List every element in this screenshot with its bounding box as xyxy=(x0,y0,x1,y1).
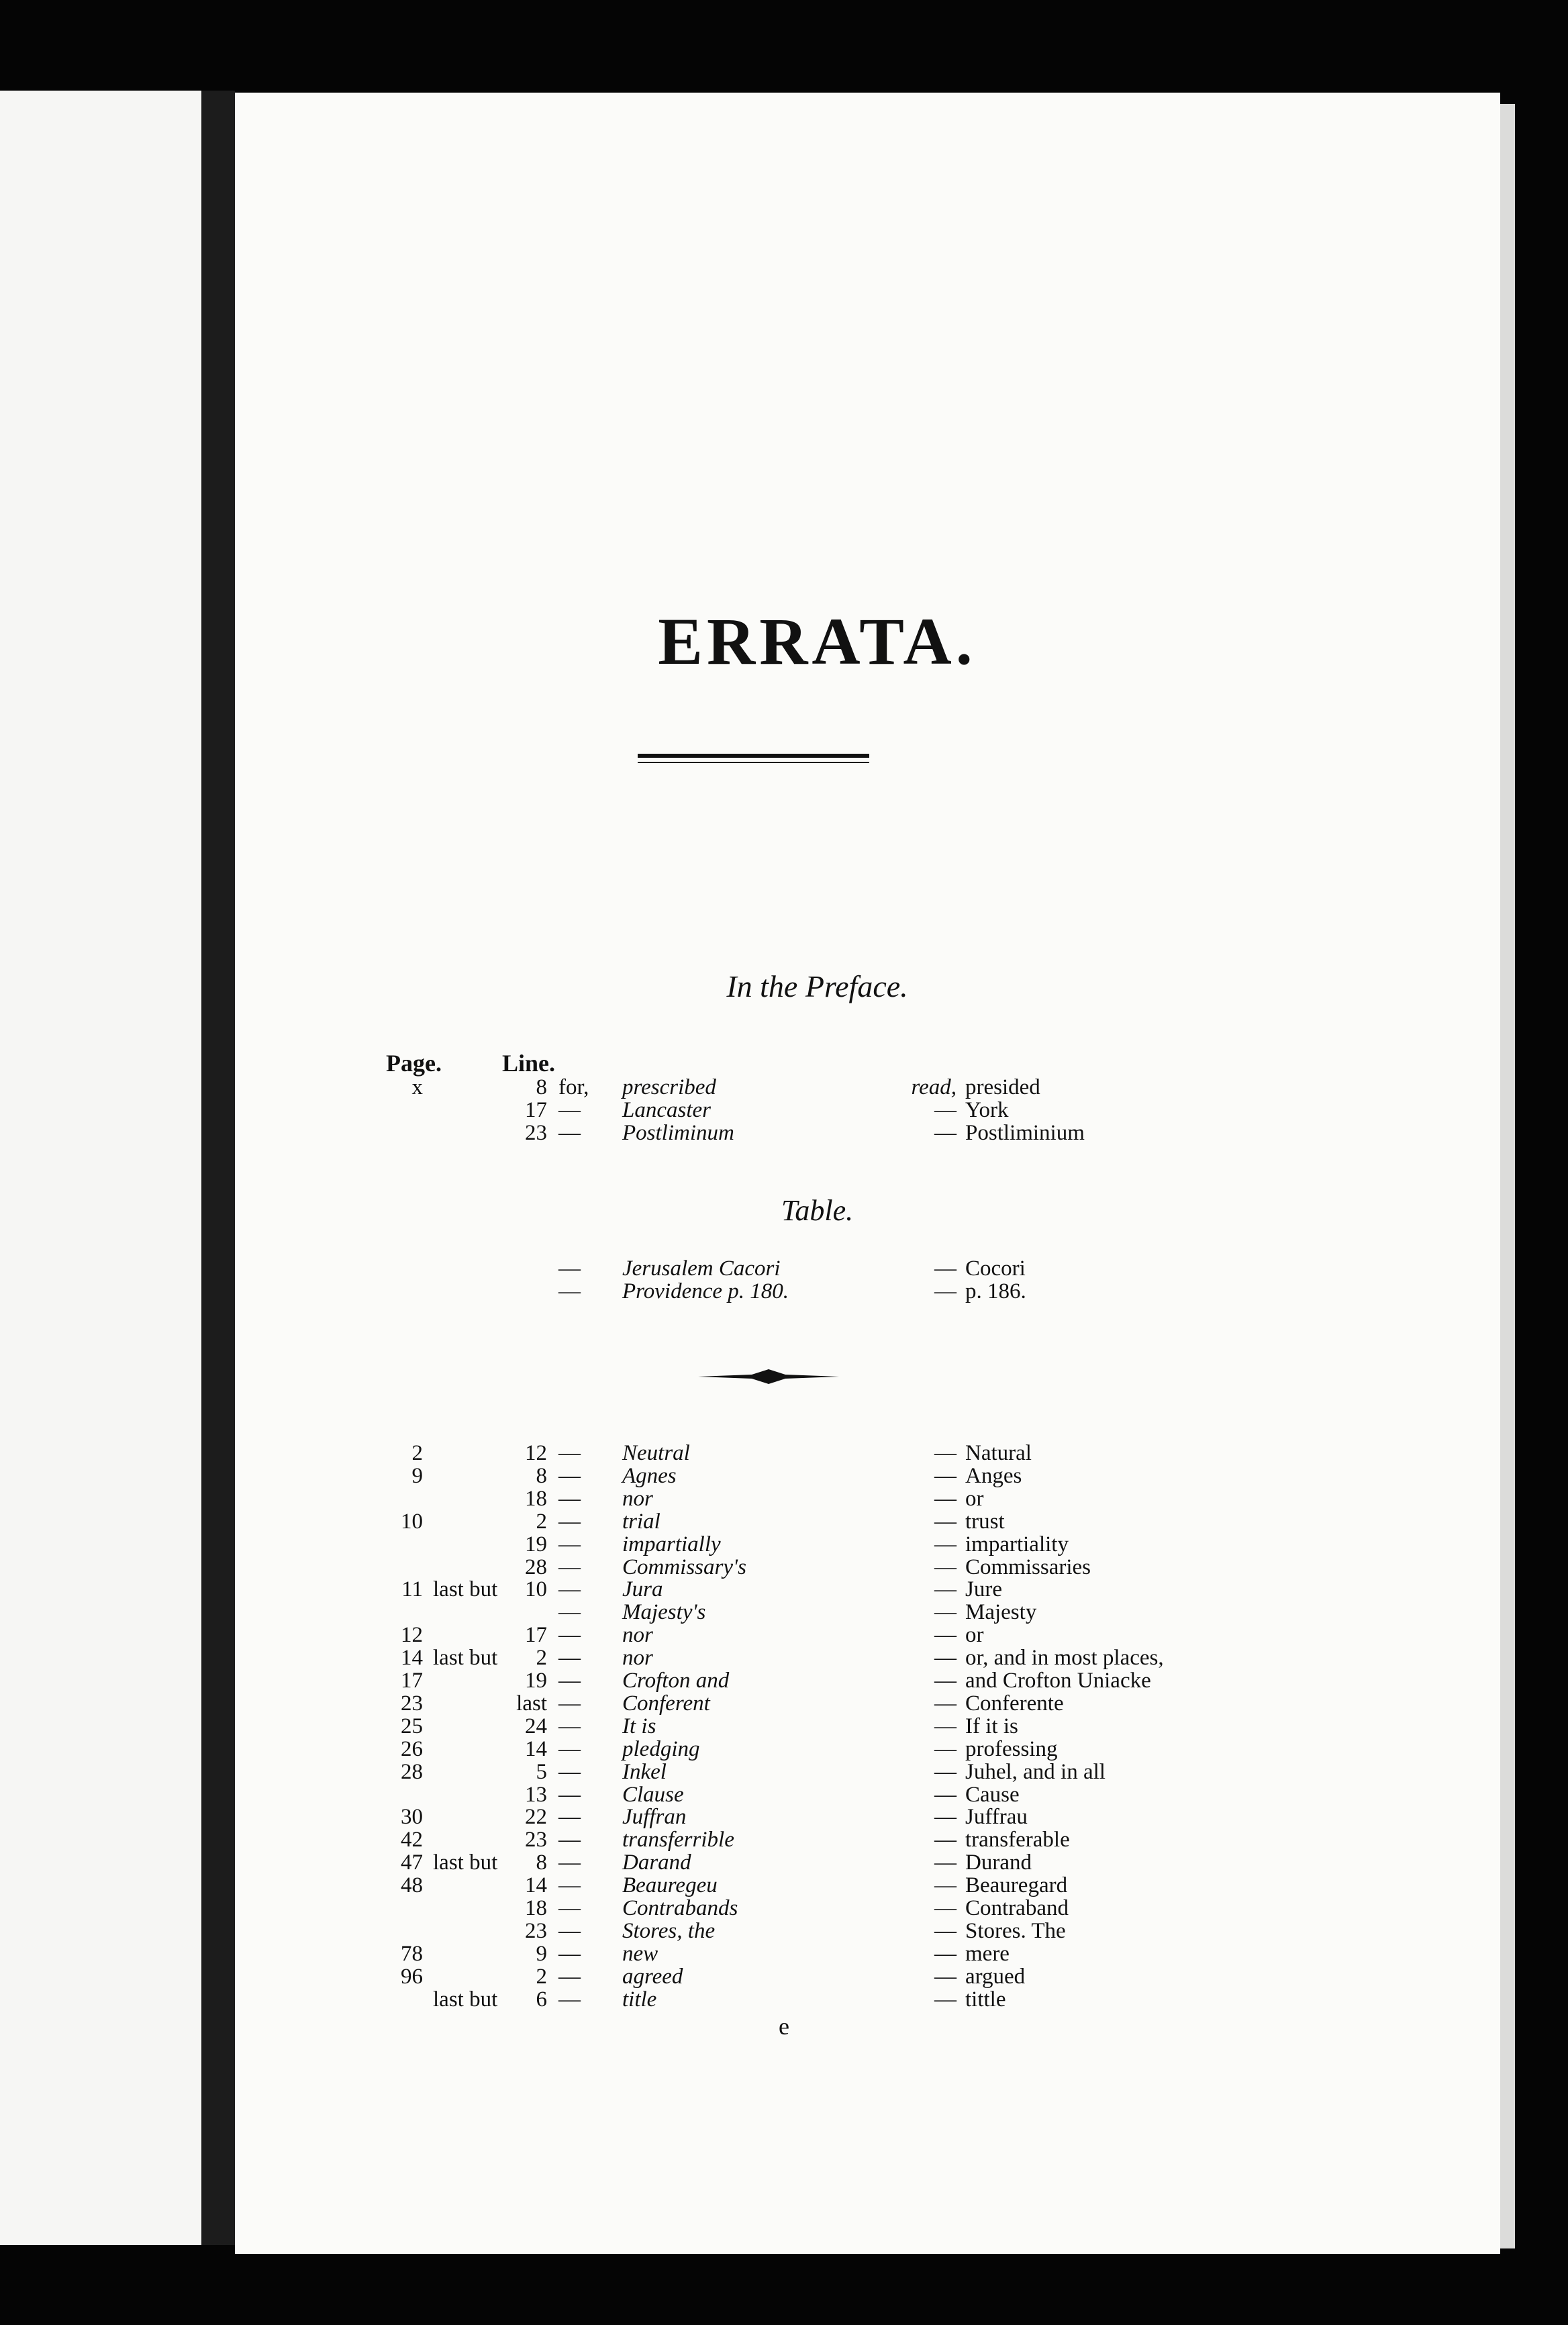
read-marker: read, xyxy=(911,1075,957,1099)
for-marker: — xyxy=(558,1805,581,1830)
page-number: 96 xyxy=(401,1964,423,1989)
errata-row xyxy=(235,1601,1500,1624)
erroneous-text: Inkel xyxy=(622,1759,667,1784)
erroneous-text: agreed xyxy=(622,1964,683,1989)
errata-row xyxy=(235,1851,1500,1874)
title-rule-thick xyxy=(638,754,869,758)
page-edge xyxy=(1500,104,1515,2248)
facing-page xyxy=(0,91,201,2245)
corrected-text: professing xyxy=(965,1736,1058,1761)
corrected-text: Majesty xyxy=(965,1600,1037,1625)
read-marker: — xyxy=(934,1736,957,1761)
read-marker: — xyxy=(934,1987,957,2012)
line-number: 5 xyxy=(536,1759,547,1784)
corrected-text: Anges xyxy=(965,1463,1022,1488)
errata-row xyxy=(235,1442,1500,1465)
read-marker: — xyxy=(934,1759,957,1784)
read-marker: — xyxy=(934,1509,957,1534)
read-marker: — xyxy=(934,1850,957,1875)
read-marker: — xyxy=(934,1441,957,1465)
page-number: 48 xyxy=(401,1873,423,1898)
line-number: 18 xyxy=(525,1896,547,1920)
erroneous-text: pledging xyxy=(622,1736,700,1761)
corrected-text: Postliminium xyxy=(965,1121,1085,1145)
line-number: 13 xyxy=(525,1782,547,1807)
erroneous-text: Beauregeu xyxy=(622,1873,718,1898)
line-number: 2 xyxy=(536,1509,547,1534)
read-marker: — xyxy=(934,1279,957,1303)
line-number: 18 xyxy=(525,1486,547,1511)
line-number: 17 xyxy=(525,1623,547,1648)
page-number: 17 xyxy=(401,1669,423,1693)
page-number: 30 xyxy=(401,1805,423,1830)
errata-page xyxy=(235,93,1500,2254)
errata-row xyxy=(235,1556,1500,1579)
page-title: ERRATA. xyxy=(658,604,977,679)
errata-row xyxy=(235,1920,1500,1942)
page-number: 11 xyxy=(401,1577,423,1602)
erroneous-text: prescribed xyxy=(622,1075,716,1099)
for-marker: — xyxy=(558,1896,581,1920)
errata-row xyxy=(235,1988,1500,2011)
book-gutter xyxy=(201,91,235,2245)
for-marker: — xyxy=(558,1600,581,1625)
errata-row xyxy=(235,1280,1500,1303)
errata-row xyxy=(235,1715,1500,1738)
corrected-text: p. 186. xyxy=(965,1279,1026,1303)
errata-row xyxy=(235,1942,1500,1965)
corrected-text: Conferente xyxy=(965,1691,1064,1716)
line-number: 28 xyxy=(525,1554,547,1579)
read-marker: — xyxy=(934,1121,957,1145)
corrected-text: Contraband xyxy=(965,1896,1069,1920)
for-marker: — xyxy=(558,1532,581,1556)
for-marker: — xyxy=(558,1873,581,1898)
for-marker: — xyxy=(558,1256,581,1281)
page-number: 26 xyxy=(401,1736,423,1761)
page-number: 28 xyxy=(401,1759,423,1784)
errata-row xyxy=(235,1257,1500,1280)
for-marker: — xyxy=(558,1098,581,1122)
erroneous-text: Contrabands xyxy=(622,1896,738,1920)
table-heading: Table. xyxy=(781,1194,854,1227)
line-column-header: Line. xyxy=(502,1050,556,1077)
line-number: 2 xyxy=(536,1646,547,1671)
corrected-text: Natural xyxy=(965,1441,1032,1465)
errata-row xyxy=(235,1965,1500,1988)
errata-row xyxy=(235,1669,1500,1692)
page-number: 47 xyxy=(401,1850,423,1875)
read-marker: — xyxy=(934,1463,957,1488)
line-number: 10 xyxy=(525,1577,547,1602)
read-marker: — xyxy=(934,1964,957,1989)
corrected-text: Juhel, and in all xyxy=(965,1759,1106,1784)
read-marker: — xyxy=(934,1941,957,1966)
corrected-text: Cause xyxy=(965,1782,1020,1807)
for-marker: — xyxy=(558,1279,581,1303)
read-marker: — xyxy=(934,1486,957,1511)
for-marker: — xyxy=(558,1554,581,1579)
for-marker: — xyxy=(558,1964,581,1989)
read-marker: — xyxy=(934,1828,957,1852)
read-marker: — xyxy=(934,1782,957,1807)
corrected-text: tittle xyxy=(965,1987,1006,2012)
erroneous-text: Providence p. 180. xyxy=(622,1279,789,1303)
line-number: 14 xyxy=(525,1873,547,1898)
read-marker: — xyxy=(934,1714,957,1738)
line-number: 9 xyxy=(536,1941,547,1966)
line-number: 23 xyxy=(525,1918,547,1943)
corrected-text: mere xyxy=(965,1941,1010,1966)
corrected-text: or xyxy=(965,1623,984,1648)
line-number: 17 xyxy=(525,1098,547,1122)
line-number: 8 xyxy=(536,1463,547,1488)
errata-row xyxy=(235,1805,1500,1828)
corrected-text: trust xyxy=(965,1509,1005,1534)
erroneous-text: Darand xyxy=(622,1850,691,1875)
read-marker: — xyxy=(934,1873,957,1898)
corrected-text: impartiality xyxy=(965,1532,1069,1556)
erroneous-text: title xyxy=(622,1987,657,2012)
page-number: 14 xyxy=(401,1646,423,1671)
errata-row xyxy=(235,1738,1500,1761)
erroneous-text: new xyxy=(622,1941,658,1966)
erroneous-text: Crofton and xyxy=(622,1669,730,1693)
erroneous-text: Jerusalem Cacori xyxy=(622,1256,781,1281)
corrected-text: Durand xyxy=(965,1850,1032,1875)
erroneous-text: Clause xyxy=(622,1782,684,1807)
errata-row xyxy=(235,1465,1500,1487)
line-number: 24 xyxy=(525,1714,547,1738)
for-marker: — xyxy=(558,1509,581,1534)
erroneous-text: Stores, the xyxy=(622,1918,716,1943)
corrected-text: Commissaries xyxy=(965,1554,1091,1579)
errata-row xyxy=(235,1624,1500,1646)
erroneous-text: transferrible xyxy=(622,1828,734,1852)
line-number: 19 xyxy=(525,1669,547,1693)
page-column-header: Page. xyxy=(386,1050,442,1077)
errata-row xyxy=(235,1897,1500,1920)
for-marker: — xyxy=(558,1759,581,1784)
page-number: 9 xyxy=(411,1463,423,1488)
read-marker: — xyxy=(934,1896,957,1920)
corrected-text: Cocori xyxy=(965,1256,1026,1281)
for-marker: — xyxy=(558,1486,581,1511)
for-marker: — xyxy=(558,1463,581,1488)
read-marker: — xyxy=(934,1623,957,1648)
read-marker: — xyxy=(934,1805,957,1830)
erroneous-text: nor xyxy=(622,1623,653,1648)
corrected-text: or xyxy=(965,1486,984,1511)
erroneous-text: Commissary's xyxy=(622,1554,746,1579)
erroneous-text: Juffran xyxy=(622,1805,687,1830)
page-number: x xyxy=(411,1075,423,1099)
corrected-text: and Crofton Uniacke xyxy=(965,1669,1151,1693)
for-marker: — xyxy=(558,1736,581,1761)
page-number: 2 xyxy=(411,1441,423,1465)
page-number: 42 xyxy=(401,1828,423,1852)
for-marker: — xyxy=(558,1828,581,1852)
corrected-text: Jure xyxy=(965,1577,1002,1602)
errata-row xyxy=(235,1761,1500,1783)
line-number: 8 xyxy=(536,1075,547,1099)
ornament-divider-icon xyxy=(698,1367,839,1387)
errata-row xyxy=(235,1692,1500,1715)
errata-row xyxy=(235,1510,1500,1533)
for-marker: — xyxy=(558,1714,581,1738)
read-marker: — xyxy=(934,1646,957,1671)
title-rule-thin xyxy=(638,762,869,763)
corrected-text: York xyxy=(965,1098,1009,1122)
line-number: 12 xyxy=(525,1441,547,1465)
for-marker: — xyxy=(558,1850,581,1875)
line-number: 6 xyxy=(536,1987,547,2012)
errata-row xyxy=(235,1783,1500,1806)
for-marker: — xyxy=(558,1623,581,1648)
read-marker: — xyxy=(934,1600,957,1625)
read-marker: — xyxy=(934,1554,957,1579)
errata-row xyxy=(235,1578,1500,1601)
line-from-bottom-note: last but xyxy=(433,1987,498,2012)
corrected-text: argued xyxy=(965,1964,1026,1989)
read-marker: — xyxy=(934,1691,957,1716)
for-marker: — xyxy=(558,1646,581,1671)
corrected-text: presided xyxy=(965,1075,1040,1099)
page-number: 12 xyxy=(401,1623,423,1648)
for-marker: — xyxy=(558,1691,581,1716)
for-marker: — xyxy=(558,1577,581,1602)
for-marker: — xyxy=(558,1918,581,1943)
errata-row xyxy=(235,1646,1500,1669)
line-from-bottom-note: last but xyxy=(433,1646,498,1671)
erroneous-text: It is xyxy=(622,1714,656,1738)
errata-row xyxy=(235,1099,1500,1122)
for-marker: — xyxy=(558,1782,581,1807)
errata-row xyxy=(235,1874,1500,1897)
read-marker: — xyxy=(934,1256,957,1281)
read-marker: — xyxy=(934,1669,957,1693)
corrected-text: transferable xyxy=(965,1828,1070,1852)
erroneous-text: Jura xyxy=(622,1577,663,1602)
erroneous-text: Majesty's xyxy=(622,1600,706,1625)
read-marker: — xyxy=(934,1577,957,1602)
signature-mark: e xyxy=(779,2013,789,2040)
line-number: last xyxy=(516,1691,547,1716)
errata-row xyxy=(235,1533,1500,1556)
read-marker: — xyxy=(934,1532,957,1556)
for-marker: for, xyxy=(558,1075,589,1099)
preface-heading: In the Preface. xyxy=(726,969,908,1003)
erroneous-text: Postliminum xyxy=(622,1121,734,1145)
errata-row xyxy=(235,1828,1500,1851)
page-number: 78 xyxy=(401,1941,423,1966)
erroneous-text: trial xyxy=(622,1509,660,1534)
erroneous-text: Neutral xyxy=(622,1441,690,1465)
corrected-text: Beauregard xyxy=(965,1873,1068,1898)
corrected-text: Stores. The xyxy=(965,1918,1066,1943)
erroneous-text: nor xyxy=(622,1646,653,1671)
corrected-text: If it is xyxy=(965,1714,1018,1738)
errata-row xyxy=(235,1122,1500,1144)
line-number: 14 xyxy=(525,1736,547,1761)
corrected-text: or, and in most places, xyxy=(965,1646,1164,1671)
errata-row xyxy=(235,1487,1500,1510)
errata-row xyxy=(235,1076,1500,1099)
read-marker: — xyxy=(934,1918,957,1943)
erroneous-text: impartially xyxy=(622,1532,721,1556)
line-number: 23 xyxy=(525,1121,547,1145)
line-number: 22 xyxy=(525,1805,547,1830)
for-marker: — xyxy=(558,1941,581,1966)
erroneous-text: Lancaster xyxy=(622,1098,711,1122)
for-marker: — xyxy=(558,1669,581,1693)
read-marker: — xyxy=(934,1098,957,1122)
for-marker: — xyxy=(558,1987,581,2012)
page-number: 25 xyxy=(401,1714,423,1738)
line-from-bottom-note: last but xyxy=(433,1577,498,1602)
erroneous-text: Agnes xyxy=(622,1463,677,1488)
corrected-text: Juffrau xyxy=(965,1805,1028,1830)
erroneous-text: Conferent xyxy=(622,1691,710,1716)
line-from-bottom-note: last but xyxy=(433,1850,498,1875)
line-number: 23 xyxy=(525,1828,547,1852)
for-marker: — xyxy=(558,1121,581,1145)
page-number: 10 xyxy=(401,1509,423,1534)
line-number: 8 xyxy=(536,1850,547,1875)
page-number: 23 xyxy=(401,1691,423,1716)
erroneous-text: nor xyxy=(622,1486,653,1511)
line-number: 2 xyxy=(536,1964,547,1989)
line-number: 19 xyxy=(525,1532,547,1556)
for-marker: — xyxy=(558,1441,581,1465)
